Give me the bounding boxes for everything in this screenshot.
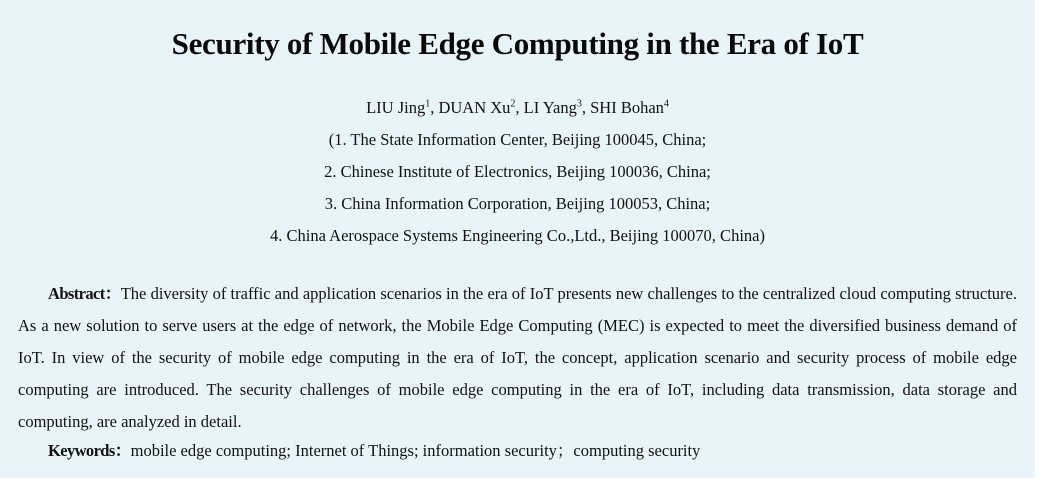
- affiliation-line: 3. China Information Corporation, Beijing 100053, China;: [324, 194, 711, 213]
- author-separator: ,: [430, 98, 439, 117]
- keywords-label: Keywords：: [48, 441, 131, 460]
- abstract-text: The diversity of traffic and application scenarios in the era of IoT presents new challenges to the centralized cloud computing structure. As a new solution to serve users at the edge of network, the Mobile Edge Computing (MEC) is expected to meet the diversified business demand of IoT. In view of the security of mobile edge computing in the era of IoT, the concept, application scenario and security process of mobile edge computing are introduced. The security challenges of mobile edge computing in the era of IoT, including data transmission, data storage and computing, are analyzed in detail.: [18, 284, 1018, 431]
- author-name: LI Yang: [523, 98, 577, 117]
- author-block: [18, 92, 1017, 252]
- keywords-line: [18, 438, 1017, 464]
- author-affiliation-marker: 1: [425, 98, 431, 110]
- author-list: [18, 92, 1017, 124]
- author-name: DUAN Xu: [438, 98, 511, 117]
- author-separator: ,: [515, 98, 524, 117]
- keywords-text: mobile edge computing; Internet of Things; information security；computing security: [130, 441, 701, 460]
- paper-title: Security of Mobile Edge Computing in the Era of IoT: [171, 26, 864, 61]
- abstract-label: Abstract：: [48, 284, 121, 303]
- affiliation-line: 2. Chinese Institute of Electronics, Beijing 100036, China;: [324, 162, 711, 181]
- author-name: LIU Jing: [366, 98, 426, 117]
- author-affiliation-marker: 4: [663, 98, 669, 110]
- author-name: SHI Bohan: [590, 98, 664, 117]
- author-affiliation-marker: 2: [510, 98, 516, 110]
- author-separator: ,: [581, 98, 591, 117]
- author-affiliation-marker: 3: [576, 98, 582, 110]
- affiliation-line: (1. The State Information Center, Beijing 100045, China;: [328, 130, 707, 149]
- affiliation-line: 4. China Aerospace Systems Engineering Co.,Ltd., Beijing 100070, China): [270, 226, 765, 245]
- abstract-paragraph: [18, 278, 1017, 438]
